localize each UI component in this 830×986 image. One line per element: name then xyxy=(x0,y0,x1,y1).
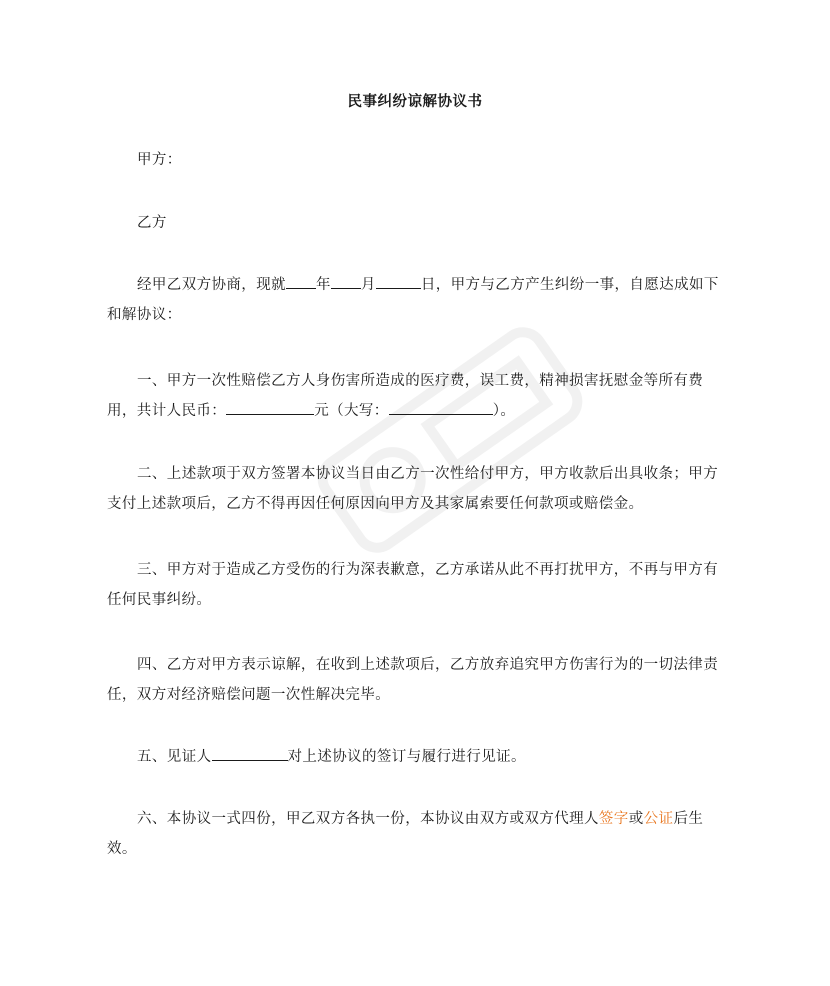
party-a-line: 甲方： xyxy=(137,152,182,168)
clause-6-text-1: 六、本协议一式四份，甲乙双方各执一份，本协议由双方或双方代理人 xyxy=(137,811,599,827)
intro-text-3: 月 xyxy=(360,277,376,293)
clause-6-text-2: 或 xyxy=(628,811,644,827)
clause-6-paragraph xyxy=(107,804,725,864)
clause-1-text-3: ）。 xyxy=(492,403,516,419)
year-blank[interactable] xyxy=(286,272,316,289)
day-blank[interactable] xyxy=(376,272,421,289)
clause-1-paragraph xyxy=(107,366,725,426)
signature-link[interactable]: 签字 xyxy=(598,811,629,827)
clause-5-text-1: 五、见证人 xyxy=(137,749,212,765)
clause-1-text-2: 元（大写： xyxy=(314,403,389,419)
clause-3-paragraph: 三、甲方对于造成乙方受伤的行为深表歉意，乙方承诺从此不再打扰甲方，不再与甲方有任何民事纠纷。 xyxy=(107,562,719,608)
clause-4-paragraph: 四、乙方对甲方表示谅解，在收到上述款项后，乙方放弃追究甲方伤害行为的一切法律责任，双方对经济赔偿问题一次性解决完毕。 xyxy=(107,657,719,703)
clause-6-text-3: 后生效。 xyxy=(107,811,704,857)
witness-blank[interactable] xyxy=(212,744,288,761)
intro-text-4: 日，甲方与乙方产生纠纷一事，自愿达成如下和解协议： xyxy=(107,277,719,323)
clause-5-text-2: 对上述协议的签订与履行进行见证。 xyxy=(287,749,526,765)
clause-2-paragraph: 二、上述款项于双方签署本协议当日由乙方一次性给付甲方，甲方收款后出具收条；甲方支付上述款项后，乙方不得再因任何原因向甲方及其家属索要任何款项或赔偿金。 xyxy=(107,466,719,512)
document-title: 民事纠纷谅解协议书 xyxy=(347,94,483,110)
month-blank[interactable] xyxy=(331,272,361,289)
intro-text-2: 年 xyxy=(316,277,331,293)
amount-blank[interactable] xyxy=(226,398,314,415)
watermark-logo xyxy=(281,288,619,591)
party-b-line: 乙方 xyxy=(137,215,167,231)
notarization-link[interactable]: 公证 xyxy=(643,811,674,827)
intro-text-1: 经甲乙双方协商，现就 xyxy=(137,277,286,293)
amount-uppercase-blank[interactable] xyxy=(389,398,493,415)
intro-paragraph xyxy=(107,270,725,330)
clause-1-text-1: 一、甲方一次性赔偿乙方人身伤害所造成的医疗费，误工费，精神损害抚慰金等所有费用，共计人民币： xyxy=(107,373,704,419)
clause-5-paragraph xyxy=(107,742,725,772)
